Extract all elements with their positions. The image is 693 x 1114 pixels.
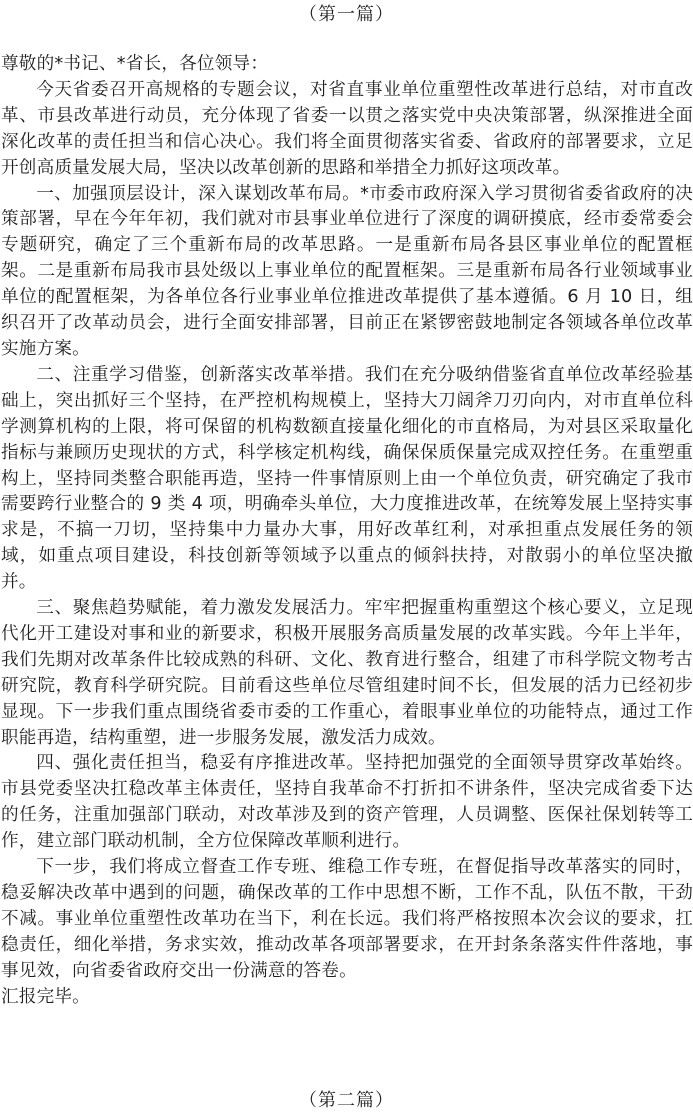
paragraph-point-3: 三、聚焦趋势赋能，着力激发发展活力。牢牢把握重构重塑这个核心要义，立足现代化开工建设对事和业的新要求，积极开展服务高质量发展的改革实践。今年上半年，我们先期对改革条件比较成熟的科研、文化、教育进行整合，组建了市科学院文物考古研究院，教育科学研究院。目前看这些单位尽管组建时间不长，但发展的活力已经初步显现。下一步我们重点围绕省委市委的工作重心，着眼事业单位的功能特点，通过工作职能再造，结构重塑，进一步服务发展，激发活力成效。 <box>1 598 693 748</box>
salutation: 尊敬的*书记、*省长，各位领导： <box>1 54 269 74</box>
paragraph-point-4: 四、强化责任担当，稳妥有序推进改革。坚持把加强党的全面领导贯穿改革始终。市县党委坚决扛稳改革主体责任，坚持自我革命不打折扣不讲条件，坚决完成省委下达的任务，注重加强部门联动，对改革涉及到的资产管理，人员调整、医保社保划转等工作，建立部门联动机制，全方位保障改革顺利进行。 <box>1 753 693 852</box>
section-title: （第一篇） <box>299 4 394 25</box>
paragraph-next-steps: 下一步，我们将成立督查工作专班、维稳工作专班，在督促指导改革落实的同时，稳妥解决改革中遇到的问题，确保改革的工作中思想不断，工作不乱，队伍不散，干劲不减。事业单位重塑性改革功在当下，利在长远。我们将严格按照本次会议的要求，扛稳责任，细化举措，务求实效，推动改革各项部署要求，在开封条条落实件件落地，事事见效，向省委省政府交出一份满意的答卷。 <box>1 857 693 981</box>
closing-remark: 汇报完毕。 <box>1 986 90 1007</box>
paragraph-point-1: 一、加强顶层设计，深入谋划改革布局。*市委市政府深入学习贯彻省委省政府的决策部署，早在今年年初，我们就对市县事业单位进行了深度的调研摸底，经市委常委会专题研究，确定了三个重新布局的改革思路。一是重新布局各县区事业单位的配置框架。二是重新布局我市县处级以上事业单位的配置框架。三是重新布局各行业领域事业单位的配置框架，为各单位各行业事业单位推进改革提供了基本遵循。6 月 10 日，组织召开了改革动员会，进行全面安排部署，目前正在紧锣密鼓地制定各领域各单位改革实施方案。 <box>1 183 693 359</box>
document-body <box>1 52 693 1011</box>
next-section-title: （第二篇） <box>299 1090 394 1111</box>
paragraph-intro: 今天省委召开高规格的专题会议，对省直事业单位重塑性改革进行总结，对市直改革、市县改革进行动员，充分体现了省委一以贯之落实党中央决策部署，纵深推进全面深化改革的责任担当和信心决心。我们将全面贯彻落实省委、省政府的部署要求，立足开创高质量发展大局，坚决以改革创新的思路和举措全力抓好这项改革。 <box>1 79 693 178</box>
paragraph-point-2: 二、注重学习借鉴，创新落实改革举措。我们在充分吸纳借鉴省直单位改革经验基础上，突出抓好三个坚持，在严控机构规模上，坚持大刀阔斧刀刃向内，对市直单位科学测算机构的上限，将可保留的机构数额直接量化细化的市直格局，为对县区采取量化指标与兼顾历史现状的方式，科学核定机构线，确保保质保量完成双控任务。在重塑重构上，坚持同类整合职能再造，坚持一件事情原则上由一个单位负责，研究确定了我市需要跨行业整合的 9 类 4 项，明确牵头单位，大力度推进改革，在统筹发展上坚持实事求是，不搞一刀切，坚持集中力量办大事，用好改革红利，对承担重点发展任务的领域，如重点项目建设，科技创新等领域予以重点的倾斜扶持，对散弱小的单位坚决撤并。 <box>1 364 693 593</box>
